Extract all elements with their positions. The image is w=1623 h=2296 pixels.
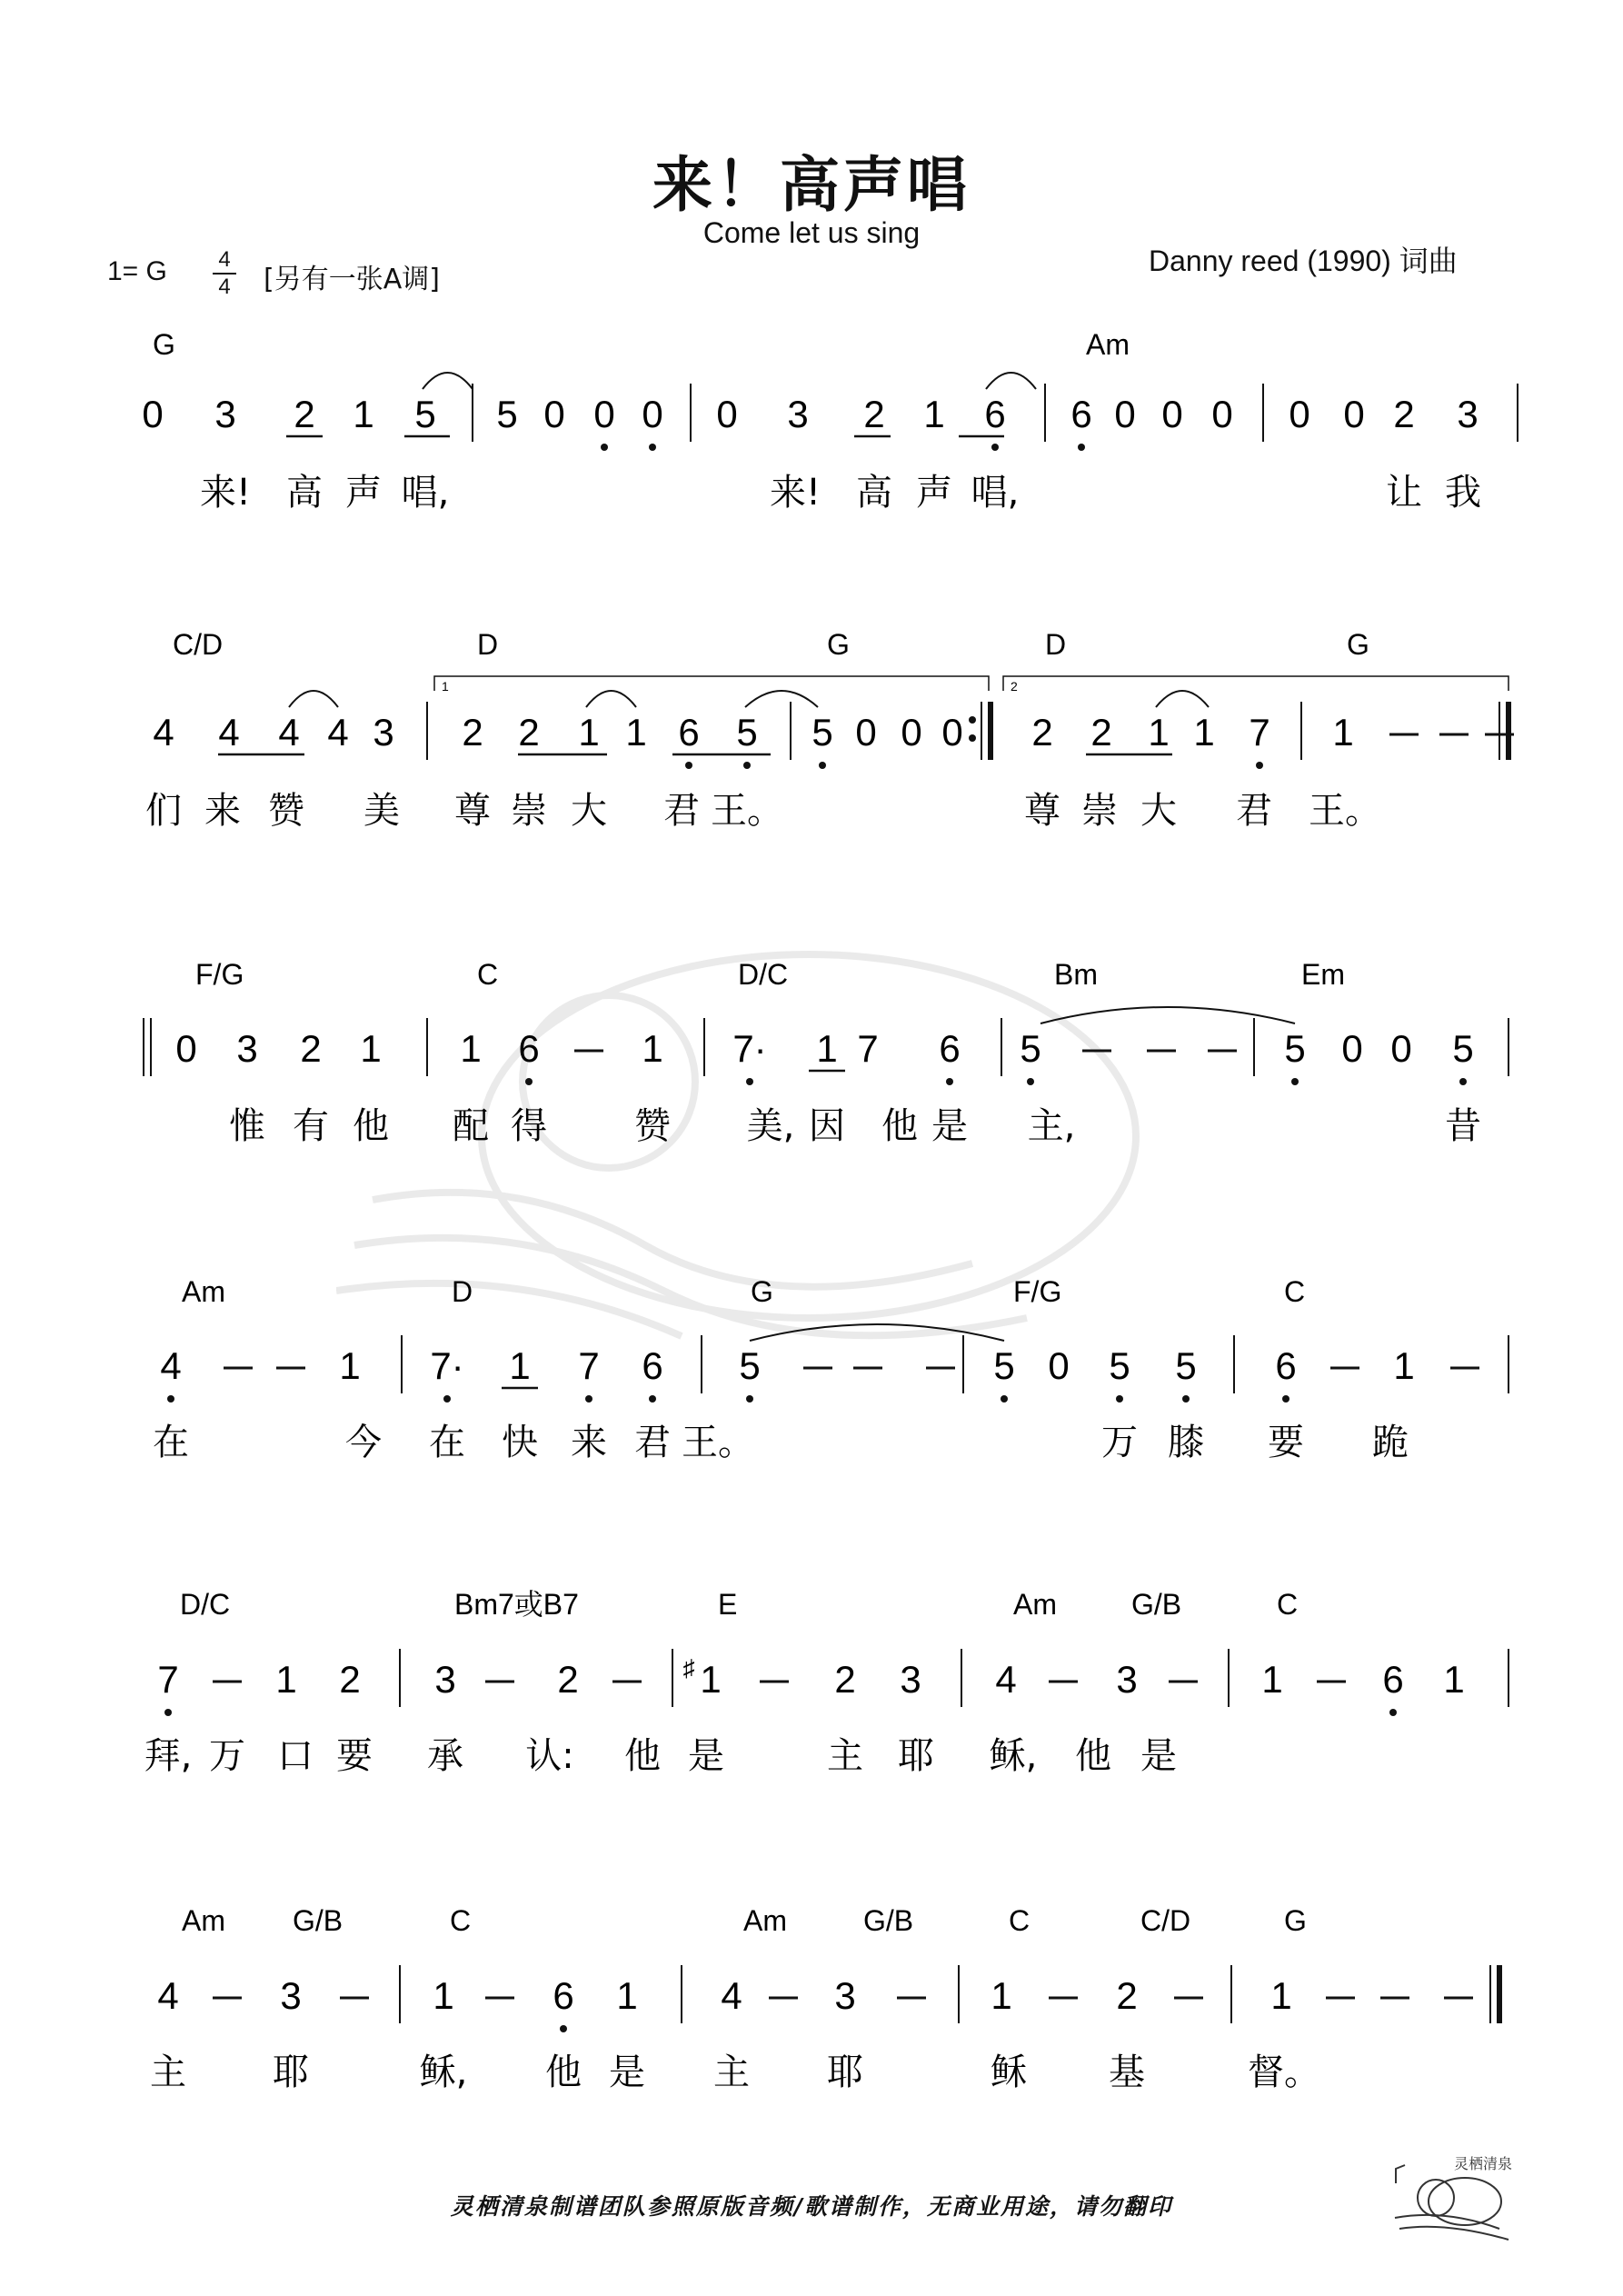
chord-symbol: C (1284, 1275, 1306, 1308)
chord-symbol: E (718, 1588, 738, 1621)
note: 1 (275, 1658, 297, 1701)
lower-octave-dot (167, 1395, 174, 1403)
note: 6 (939, 1027, 961, 1070)
note: 4 (278, 711, 300, 754)
note: 1 (923, 393, 945, 435)
key-signature: 1= G (107, 256, 167, 286)
note: 1 (642, 1027, 663, 1070)
lyric-syllable: 崇 (511, 790, 547, 832)
chord-symbol: D (477, 628, 499, 661)
lyric-syllable: 君 (663, 790, 700, 832)
note: 1 (1148, 711, 1170, 754)
lyric-syllable: 要 (336, 1735, 373, 1777)
lyric-syllable: 是 (609, 2051, 645, 2093)
lower-octave-dot (743, 762, 751, 769)
tie-slur (586, 691, 636, 707)
note: 7 (1249, 711, 1270, 754)
note: 5 (1109, 1344, 1130, 1387)
lyric-syllable: 主 (713, 2051, 750, 2093)
lyric-syllable: 拜, (144, 1735, 193, 1777)
time-signature-bottom: 4 (218, 275, 231, 299)
song-title: 来！高声唱 (652, 150, 971, 220)
note: 7 (857, 1027, 879, 1070)
lower-octave-dot (946, 1078, 953, 1085)
lyric-syllable: 我 (1445, 472, 1481, 514)
lyric-syllable: 他 (624, 1735, 661, 1777)
lyric-syllable: 王。 (711, 790, 783, 832)
chord-symbol: Em (1301, 958, 1345, 991)
lyric-syllable: 赞 (268, 790, 304, 832)
note: 5 (739, 1344, 761, 1387)
sharp-sign: ♯ (682, 1654, 695, 1682)
chord-symbol: Am (1086, 328, 1130, 361)
lyric-syllable: 高 (286, 472, 323, 514)
lower-octave-dot (1182, 1395, 1190, 1403)
chord-symbol: C/D (1140, 1904, 1191, 1937)
note: 1 (353, 393, 374, 435)
note: 3 (214, 393, 236, 435)
note: 1 (460, 1027, 482, 1070)
lower-octave-dot (1027, 1078, 1034, 1085)
note: 0 (1161, 393, 1183, 435)
lyric-syllable: 耶 (273, 2051, 309, 2093)
note: 1 (625, 711, 647, 754)
chord-symbol: C (1277, 1588, 1299, 1621)
note: 3 (1457, 393, 1479, 435)
lower-octave-dot (746, 1078, 753, 1085)
lower-octave-dot (991, 444, 999, 451)
note: 4 (995, 1658, 1017, 1701)
note: 6 (1070, 393, 1092, 435)
note: 0 (175, 1027, 197, 1070)
chord-symbol: Am (743, 1904, 787, 1937)
note: 0 (1211, 393, 1233, 435)
note: 5 (496, 393, 518, 435)
note: 1 (1393, 1344, 1415, 1387)
lyric-syllable: 来! (199, 472, 252, 514)
lower-octave-dot (1459, 1078, 1467, 1085)
note: 1 (360, 1027, 382, 1070)
tie-slur (289, 691, 338, 707)
note: 5 (1020, 1027, 1041, 1070)
volta-bracket (1003, 676, 1508, 691)
lyric-syllable: 配 (453, 1105, 489, 1147)
note: 3 (236, 1027, 258, 1070)
note: 1 (578, 711, 600, 754)
chord-symbol: F/G (1013, 1275, 1062, 1308)
note: 6 (518, 1027, 540, 1070)
lyric-syllable: 尊 (1024, 790, 1060, 832)
lyric-syllable: 要 (1268, 1422, 1304, 1463)
lyric-syllable: 美 (363, 790, 400, 832)
note: 1 (1261, 1658, 1283, 1701)
chord-symbol: C/D (173, 628, 224, 661)
lyric-syllable: 膝 (1168, 1422, 1204, 1463)
lyric-syllable: 稣, (419, 2051, 468, 2093)
note: 3 (434, 1658, 456, 1701)
lower-octave-dot (1001, 1395, 1008, 1403)
lyric-syllable: 他 (353, 1105, 389, 1147)
lower-octave-dot (819, 762, 826, 769)
song-subtitle: Come let us sing (702, 216, 921, 249)
lower-octave-dot (649, 1395, 656, 1403)
lower-octave-dot (1078, 444, 1085, 451)
chord-symbol: Bm7或B7 (454, 1588, 579, 1621)
lyric-syllable: 王。 (1309, 790, 1381, 832)
chord-symbol: C (450, 1904, 472, 1937)
lyric-syllable: 王。 (682, 1422, 754, 1463)
lyric-syllable: 万 (209, 1735, 245, 1777)
chord-symbol: G (827, 628, 850, 661)
note: 6 (984, 393, 1006, 435)
time-signature-top: 4 (218, 247, 231, 272)
chord-symbol: C (1009, 1904, 1031, 1937)
note: 7· (430, 1344, 464, 1387)
lyric-syllable: 今 (345, 1422, 382, 1463)
lyric-syllable: 在 (429, 1422, 465, 1463)
note: 0 (1390, 1027, 1412, 1070)
note: 2 (300, 1027, 322, 1070)
composer-credit: Danny reed (1990) 词曲 (1149, 245, 1458, 277)
note: 0 (593, 393, 615, 435)
note: 3 (834, 1974, 856, 2017)
lyric-syllable: 在 (153, 1422, 189, 1463)
note: 3 (787, 393, 809, 435)
note: 3 (373, 711, 394, 754)
note: 2 (1090, 711, 1112, 754)
lower-octave-dot (746, 1395, 753, 1403)
lyric-syllable: 耶 (898, 1735, 934, 1777)
lower-octave-dot (1256, 762, 1263, 769)
lyric-syllable: 大 (571, 790, 607, 832)
lyric-syllable: 是 (931, 1105, 968, 1147)
lyric-syllable: 让 (1386, 472, 1422, 514)
note: 0 (1343, 393, 1365, 435)
lower-octave-dot (1282, 1395, 1289, 1403)
note: 6 (553, 1974, 574, 2017)
note: 5 (1175, 1344, 1197, 1387)
lyric-syllable: 君 (634, 1422, 671, 1463)
note: 2 (557, 1658, 579, 1701)
lyric-syllable: 赞 (634, 1105, 671, 1147)
volta-number: 2 (1011, 679, 1018, 694)
note: 0 (1048, 1344, 1070, 1387)
lyric-syllable: 有 (293, 1105, 329, 1147)
chord-symbol: G (751, 1275, 773, 1308)
lower-octave-dot (685, 762, 692, 769)
lyric-syllable: 美, (746, 1105, 795, 1147)
note: 1 (339, 1344, 361, 1387)
lower-octave-dot (601, 444, 608, 451)
chord-symbol: G/B (863, 1904, 914, 1937)
lyric-syllable: 来 (571, 1422, 607, 1463)
note: 4 (721, 1974, 742, 2017)
lyric-syllable: 来 (204, 790, 241, 832)
note: 5 (993, 1344, 1015, 1387)
chord-symbol: Bm (1054, 958, 1098, 991)
repeat-dot (969, 734, 976, 742)
lyric-syllable: 口 (277, 1735, 314, 1777)
lyric-syllable: 君 (1236, 790, 1272, 832)
note: 1 (1270, 1974, 1292, 2017)
lower-octave-dot (1116, 1395, 1123, 1403)
volta-number: 1 (442, 679, 449, 694)
lyric-syllable: 昔 (1445, 1105, 1481, 1147)
note: 0 (716, 393, 738, 435)
lower-octave-dot (1291, 1078, 1299, 1085)
note: 0 (855, 711, 877, 754)
lyric-syllable: 他 (1075, 1735, 1111, 1777)
lyric-syllable: 是 (1140, 1735, 1177, 1777)
lyric-syllable: 们 (145, 790, 182, 832)
lyric-syllable: 耶 (827, 2051, 863, 2093)
note: 0 (543, 393, 565, 435)
tie-slur (986, 373, 1036, 389)
note: 0 (142, 393, 164, 435)
lyric-syllable: 督。 (1248, 2051, 1320, 2093)
alternate-key-note: [另有一张A调] (264, 264, 440, 295)
note: 5 (736, 711, 758, 754)
note: 7· (732, 1027, 767, 1070)
chord-symbol: G (1347, 628, 1369, 661)
note: 1 (1193, 711, 1215, 754)
note: 2 (518, 711, 540, 754)
note: 5 (812, 711, 833, 754)
note: 4 (157, 1974, 179, 2017)
lyric-syllable: 声 (916, 472, 952, 514)
note: 0 (941, 711, 963, 754)
chord-symbol: G (1284, 1904, 1307, 1937)
note: 2 (863, 393, 885, 435)
lower-octave-dot (164, 1709, 172, 1716)
note: 2 (834, 1658, 856, 1701)
note: 0 (1114, 393, 1136, 435)
tie-slur (750, 1324, 1004, 1341)
note: 4 (327, 711, 349, 754)
note: 6 (642, 1344, 663, 1387)
chord-symbol: D/C (738, 958, 789, 991)
note: 5 (414, 393, 436, 435)
note: 6 (1275, 1344, 1297, 1387)
note: 1 (991, 1974, 1012, 2017)
lower-octave-dot (649, 444, 656, 451)
note: 4 (160, 1344, 182, 1387)
chord-symbol: G/B (293, 1904, 344, 1937)
note: 2 (294, 393, 315, 435)
tie-slur (1041, 1007, 1295, 1023)
volta-bracket (434, 676, 989, 691)
note: 5 (1284, 1027, 1306, 1070)
note: 0 (1289, 393, 1310, 435)
chord-symbol: F/G (195, 958, 244, 991)
note: 5 (1452, 1027, 1474, 1070)
note: 2 (339, 1658, 361, 1701)
note: 0 (642, 393, 663, 435)
note: 1 (1443, 1658, 1465, 1701)
lyric-syllable: 主 (827, 1735, 863, 1777)
chord-symbol: C (477, 958, 499, 991)
note: 1 (816, 1027, 838, 1070)
note: 6 (1382, 1658, 1404, 1701)
lower-octave-dot (1389, 1709, 1397, 1716)
note: 0 (901, 711, 922, 754)
lyric-syllable: 大 (1140, 790, 1177, 832)
tie-slur (745, 691, 818, 707)
chord-symbol: Am (1013, 1588, 1057, 1621)
note: 7 (157, 1658, 179, 1701)
lower-octave-dot (585, 1395, 592, 1403)
lyric-syllable: 主, (1027, 1105, 1076, 1147)
note: 1 (616, 1974, 638, 2017)
note: 3 (900, 1658, 921, 1701)
lyric-syllable: 稣 (991, 2051, 1027, 2093)
note: 4 (218, 711, 240, 754)
tie-slur (423, 373, 473, 389)
note: 2 (462, 711, 483, 754)
lyric-syllable: 承 (427, 1735, 463, 1777)
lower-octave-dot (443, 1395, 451, 1403)
lyric-syllable: 跪 (1372, 1422, 1409, 1463)
lyric-syllable: 是 (688, 1735, 724, 1777)
lyric-syllable: 认: (525, 1735, 574, 1777)
repeat-dot (969, 716, 976, 724)
footer-notice: 灵栖清泉制谱团队参照原版音频/歌谱制作，无商业用途，请勿翻印 (450, 2193, 1173, 2220)
logo-text: 灵栖清泉 (1454, 2155, 1513, 2172)
note: 7 (578, 1344, 600, 1387)
lyric-syllable: 尊 (454, 790, 491, 832)
note: 0 (1341, 1027, 1363, 1070)
chord-symbol: D/C (180, 1588, 231, 1621)
note: 1 (1332, 711, 1354, 754)
lyric-syllable: 基 (1109, 2051, 1145, 2093)
lyric-syllable: 唱, (401, 472, 450, 514)
lyric-syllable: 他 (545, 2051, 582, 2093)
note: 1 (509, 1344, 531, 1387)
lower-octave-dot (525, 1078, 533, 1085)
note: 2 (1393, 393, 1415, 435)
chord-symbol: Am (182, 1275, 225, 1308)
lyric-syllable: 惟 (229, 1105, 265, 1147)
chord-symbol: G/B (1131, 1588, 1182, 1621)
lyric-syllable: 得 (511, 1105, 547, 1147)
lyric-syllable: 唱, (971, 472, 1020, 514)
note: 2 (1116, 1974, 1138, 2017)
lyric-syllable: 声 (345, 472, 382, 514)
note: 1 (700, 1658, 722, 1701)
note: 3 (280, 1974, 302, 2017)
note: 4 (153, 711, 174, 754)
chord-symbol: D (1045, 628, 1067, 661)
chord-symbol: D (452, 1275, 473, 1308)
lyric-syllable: 因 (809, 1105, 845, 1147)
lyric-syllable: 高 (856, 472, 892, 514)
lyric-syllable: 来! (769, 472, 821, 514)
lower-octave-dot (560, 2025, 567, 2032)
note: 6 (678, 711, 700, 754)
chord-symbol: Am (182, 1904, 225, 1937)
note: 1 (433, 1974, 454, 2017)
lyric-syllable: 崇 (1081, 790, 1118, 832)
lyric-syllable: 快 (502, 1422, 538, 1463)
note: 2 (1031, 711, 1053, 754)
note: 3 (1116, 1658, 1138, 1701)
lyric-syllable: 主 (150, 2051, 186, 2093)
tie-slur (1156, 691, 1209, 707)
chord-symbol: G (153, 328, 175, 361)
lyric-syllable: 万 (1101, 1422, 1138, 1463)
lyric-syllable: 稣, (989, 1735, 1038, 1777)
lyric-syllable: 他 (881, 1105, 918, 1147)
